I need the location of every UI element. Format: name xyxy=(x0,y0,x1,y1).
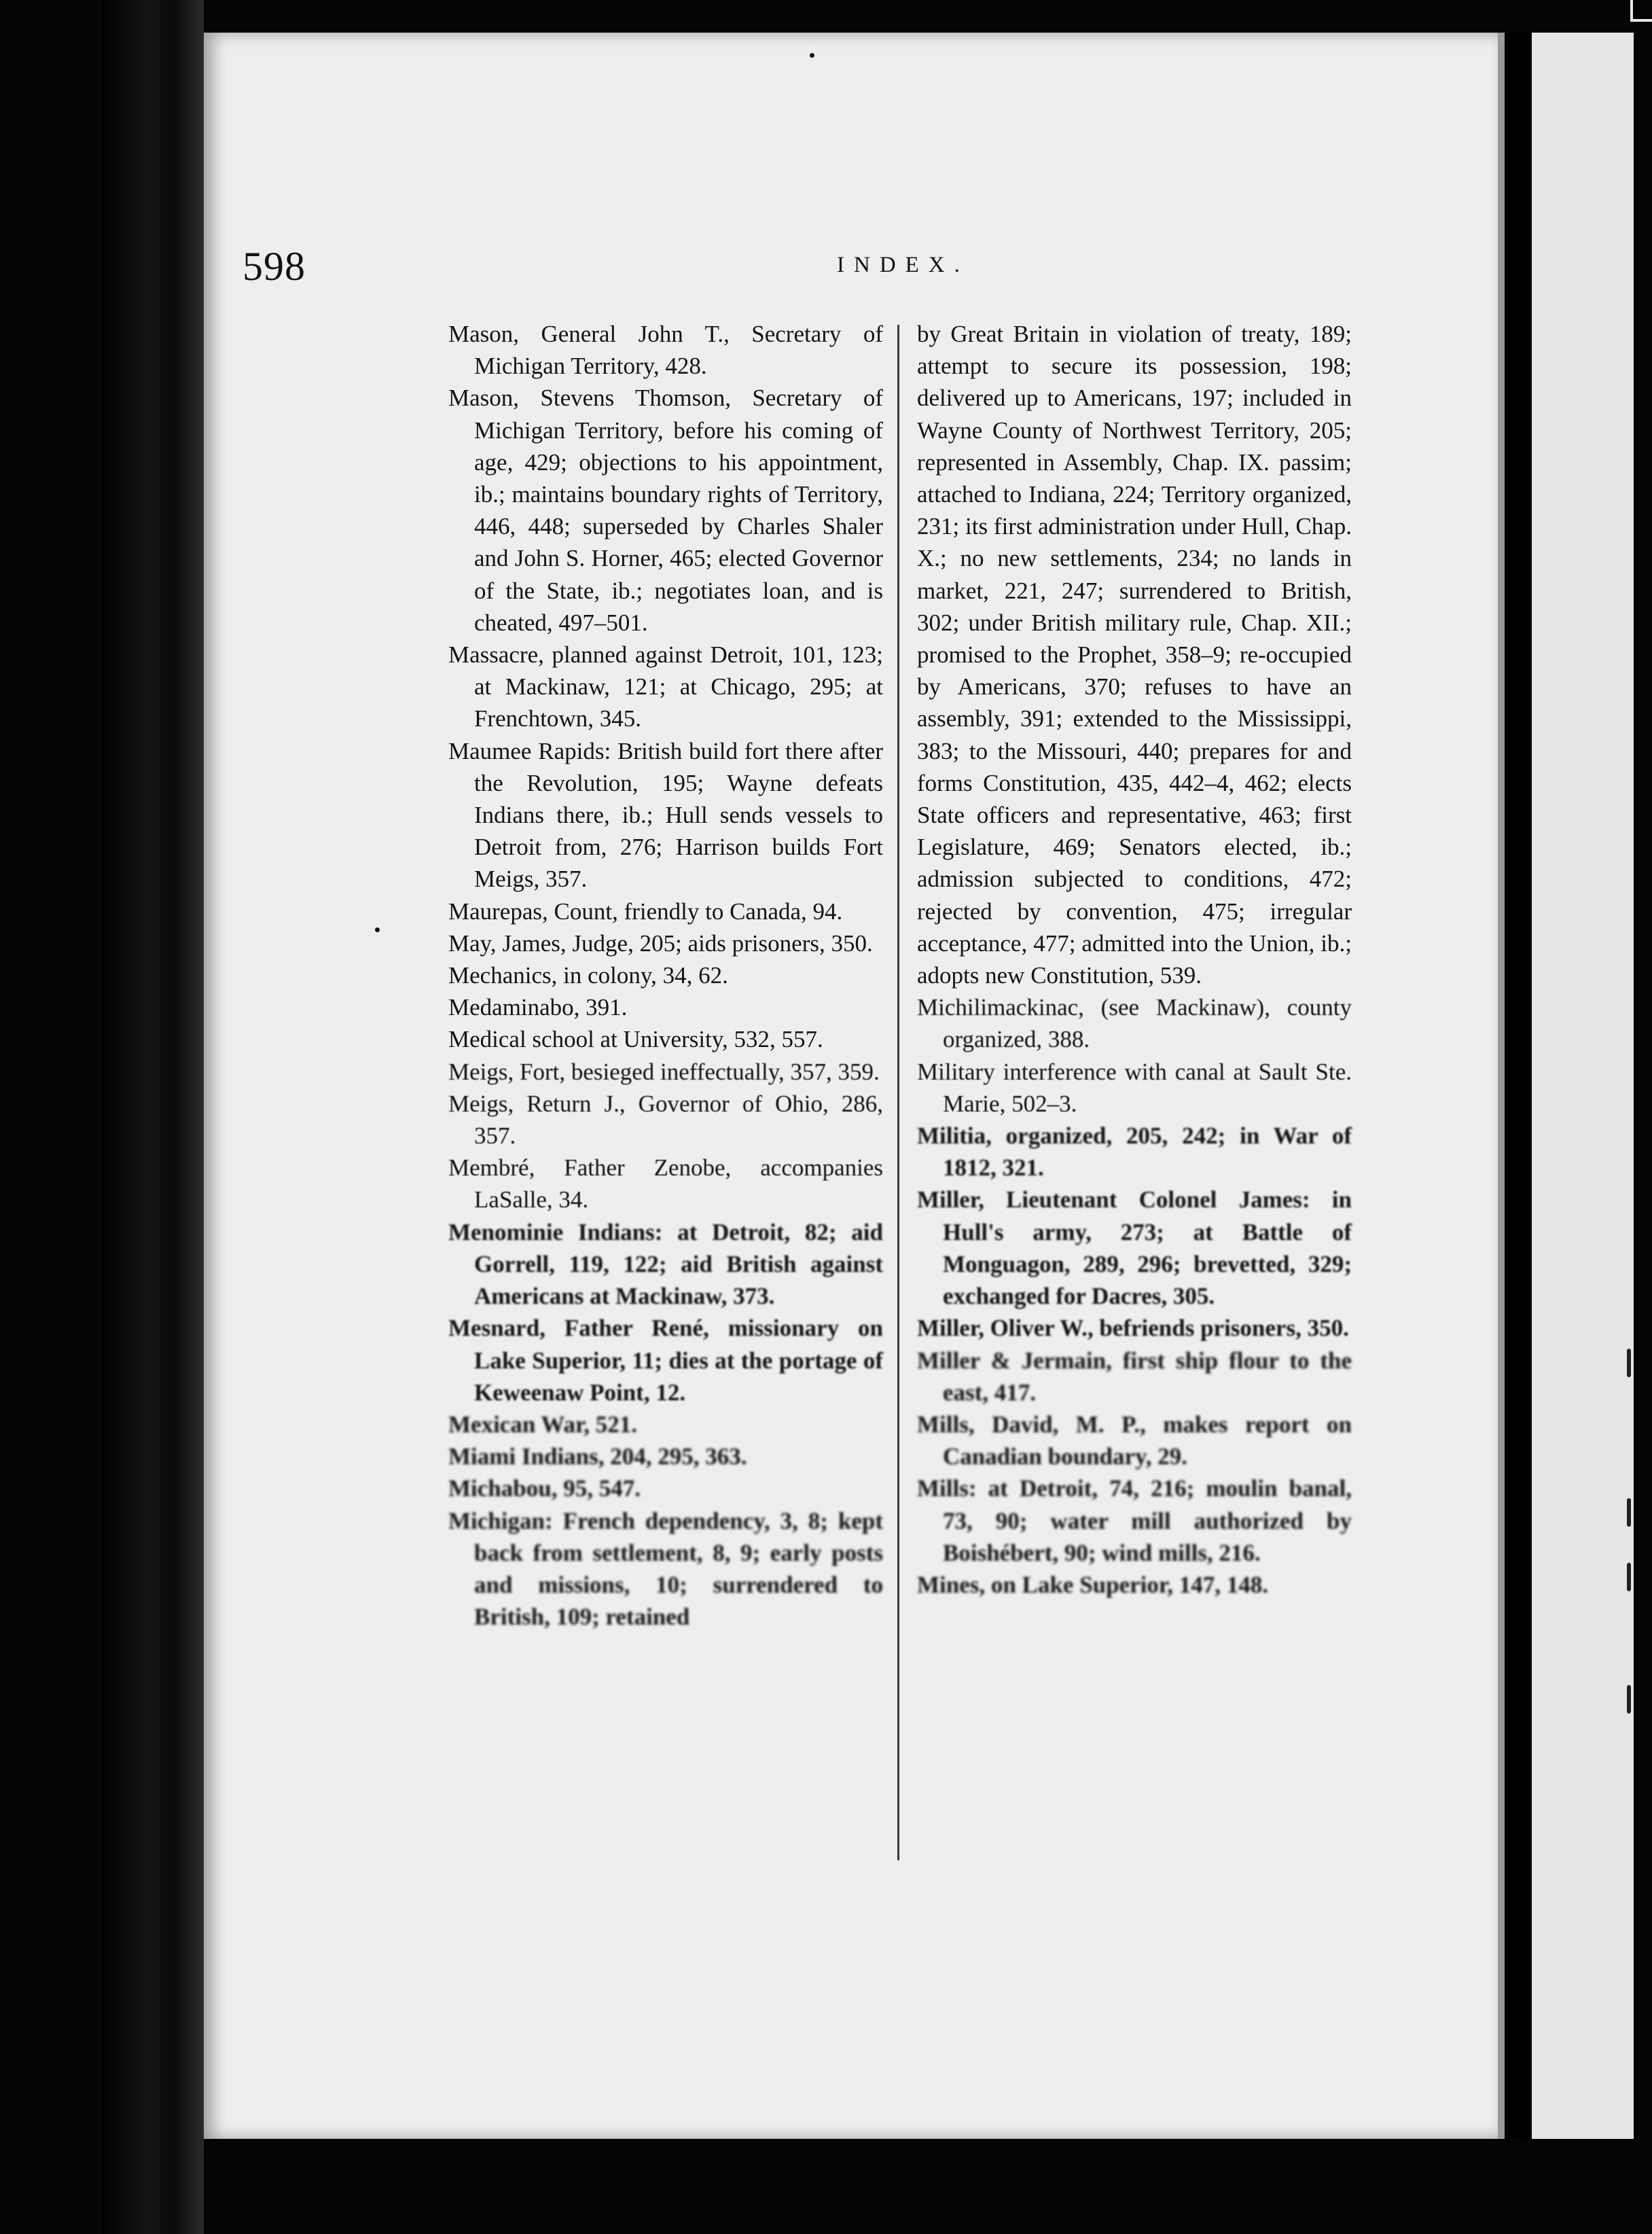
index-entry: Meigs, Return J., Governor of Ohio, 286, 357. xyxy=(448,1090,883,1150)
index-entry: Mines, on Lake Superior, 147, 148. xyxy=(917,1571,1268,1598)
index-entry: Michilimackinac, (see Mackinaw), county organized, 388. xyxy=(917,994,1352,1053)
index-entry-continued: by Great Britain in violation of treaty, 189; attempt to secure its possession, 198; delivered up to Americans, 197; included in Wayne County of Northwest Territory, 205; represented in Assembly, Chap. IX. passim; attached to Indiana, 224; Territory organized, 231; its first administration under Hull, Chap. X.; no new settlements, 234; no lands in market, 221, 247; surrendered to British, 302; under British military rule, Chap. XII.; promised to the Prophet, 358–9; re-occupied by Americans, 370; refuses to have an assembly, 391; extended to the Mississippi, 383; to the Missouri, 440; prepares for and forms Constitution, 435, 442–4, 462; elects State officers and representative, 463; first Legislature, 469; Senators elected, ib.; admission subjected to conditions, 472; rejected by convention, 475; irregular acceptance, 477; admitted into the Union, ib.; adopts new Constitution, 539. xyxy=(917,321,1352,989)
page-gutter xyxy=(1505,33,1532,2139)
index-entry: Membré, Father Zenobe, accompanies LaSalle, 34. xyxy=(448,1154,883,1213)
facing-page-edge xyxy=(1532,33,1634,2139)
page-edge xyxy=(1498,33,1505,2139)
index-entry: Mesnard, Father René, missionary on Lake Superior, 11; dies at the portage of Keweenaw Point, 12. xyxy=(448,1315,883,1406)
index-entry: Mason, General John T., Secretary of Michigan Territory, 428. xyxy=(448,321,883,380)
book-binding-shadow xyxy=(102,0,204,2234)
index-entry: Militia, organized, 205, 242; in War of 1812, 321. xyxy=(917,1122,1352,1182)
running-head: INDEX. xyxy=(837,253,969,277)
index-entry: Mason, Stevens Thomson, Secretary of Michigan Territory, before his coming of age, 429; objections to his appointment, ib.; maintains boundary rights of Territory, 446, 448; superseded by Charles Shaler and John S. Horner, 465; elected Governor of the State, ib.; negotiates loan, and is cheated, 497–501. xyxy=(448,385,883,636)
index-entry: Meigs, Fort, besieged ineffectually, 357, 359. xyxy=(448,1058,880,1085)
index-entry: Miller, Oliver W., befriends prisoners, 350. xyxy=(917,1315,1349,1342)
facing-page-mark xyxy=(1627,1349,1631,1377)
facing-page-mark xyxy=(1627,1563,1631,1591)
index-entry: Military interference with canal at Sault Ste. Marie, 502–3. xyxy=(917,1058,1352,1117)
index-entry: Maurepas, Count, friendly to Canada, 94. xyxy=(448,898,843,925)
facing-page-mark xyxy=(1627,1498,1631,1527)
index-entry: Medaminabo, 391. xyxy=(448,994,628,1021)
column-divider xyxy=(897,325,899,1860)
index-column-right xyxy=(917,318,1352,1601)
index-column-left xyxy=(448,318,883,1633)
index-entry: Mills: at Detroit, 74, 216; moulin banal, 73, 90; water mill authorized by Boishébert, 90; wind mills, 216. xyxy=(917,1475,1352,1566)
index-entry: May, James, Judge, 205; aids prisoners, 350. xyxy=(448,929,873,957)
scan-corner-mark xyxy=(1630,0,1652,22)
index-entry: Mills, David, M. P., makes report on Canadian boundary, 29. xyxy=(917,1411,1352,1470)
index-entry: Maumee Rapids: British build fort there after the Revolution, 195; Wayne defeats Indians there, ib.; Hull sends vessels to Detroit from, 276; Harrison builds Fort Meigs, 357. xyxy=(448,737,883,893)
dust-speck xyxy=(375,927,380,932)
index-entry: Miami Indians, 204, 295, 363. xyxy=(448,1443,747,1470)
index-entry: Miller & Jermain, first ship flour to the east, 417. xyxy=(917,1347,1352,1406)
index-entry: Mechanics, in colony, 34, 62. xyxy=(448,962,728,989)
index-entry: Massacre, planned against Detroit, 101, 123; at Mackinaw, 121; at Chicago, 295; at Frenchtown, 345. xyxy=(448,641,883,732)
index-entry: Menominie Indians: at Detroit, 82; aid Gorrell, 119, 122; aid British against Americans at Mackinaw, 373. xyxy=(448,1218,883,1310)
index-entry: Miller, Lieutenant Colonel James: in Hull's army, 273; at Battle of Monguagon, 289, 296; brevetted, 329; exchanged for Dacres, 305. xyxy=(917,1186,1352,1310)
index-entry: Medical school at University, 532, 557. xyxy=(448,1026,823,1053)
index-entry: Mexican War, 521. xyxy=(448,1411,638,1438)
index-entry: Michabou, 95, 547. xyxy=(448,1475,641,1502)
facing-page-mark xyxy=(1627,1685,1631,1714)
page-number: 598 xyxy=(243,244,306,289)
index-entry: Michigan: French dependency, 3, 8; kept back from settlement, 8, 9; early posts and missions, 10; surrendered to British, 109; retained xyxy=(448,1507,883,1631)
dust-speck xyxy=(810,53,814,58)
